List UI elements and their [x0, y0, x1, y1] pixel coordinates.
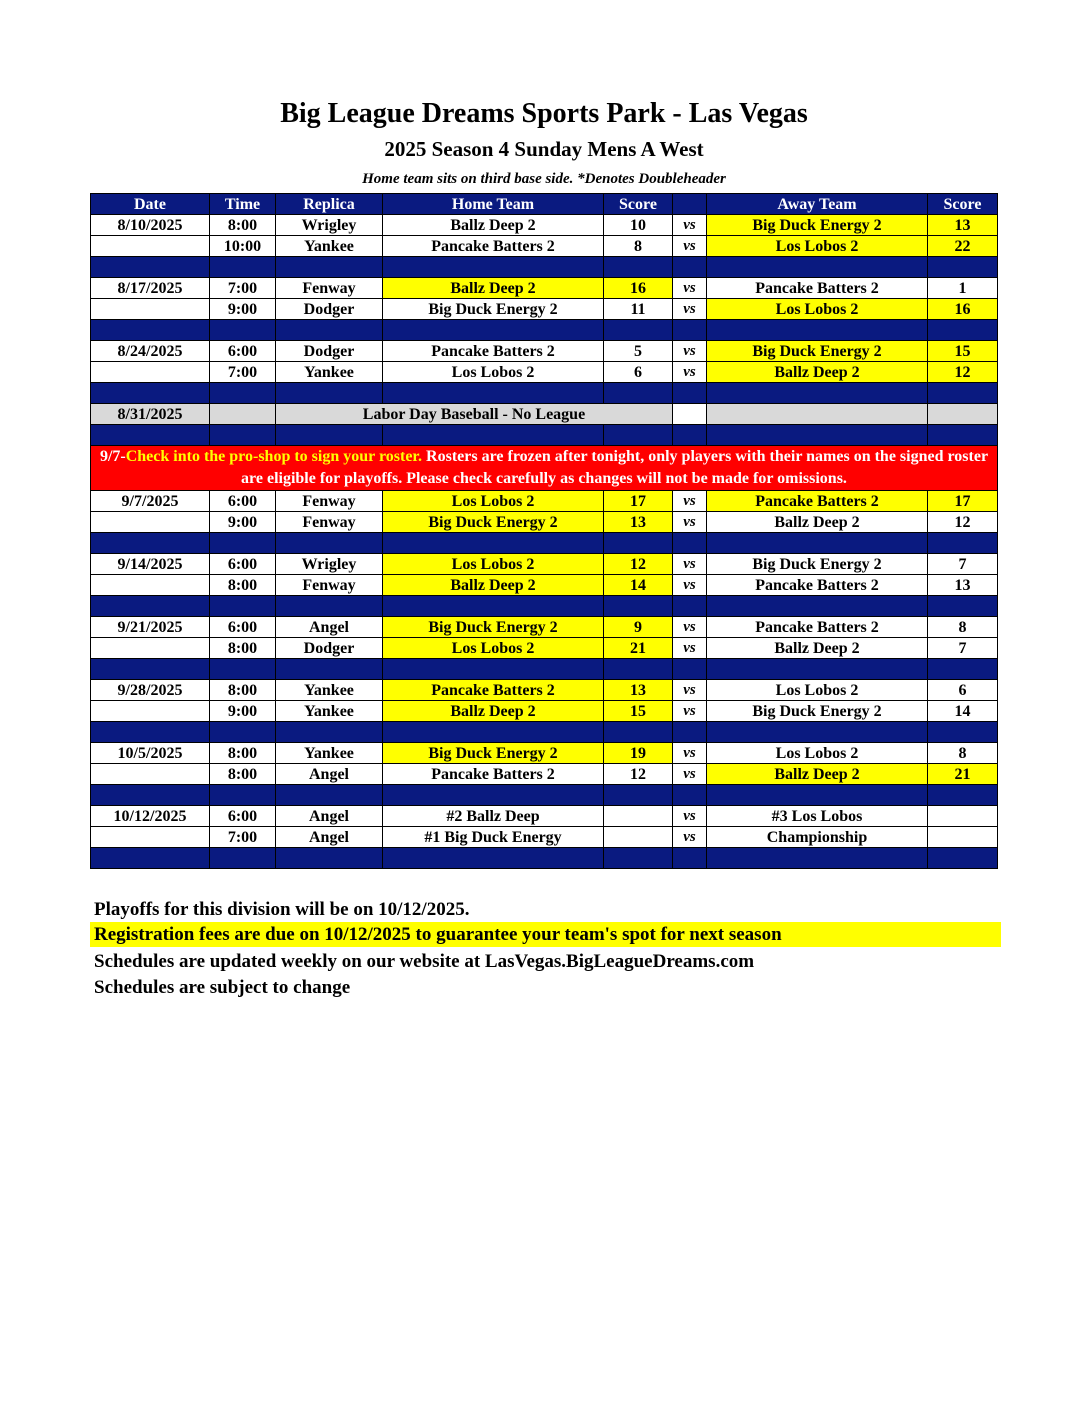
separator-cell: [604, 722, 673, 743]
separator-cell: [276, 596, 383, 617]
separator-cell: [673, 722, 707, 743]
game-replica: Wrigley: [276, 554, 383, 575]
game-time: 8:00: [210, 764, 276, 785]
separator-row: [91, 533, 998, 554]
separator-cell: [707, 722, 928, 743]
vs-label: vs: [673, 215, 707, 236]
separator-cell: [276, 659, 383, 680]
separator-cell: [604, 383, 673, 404]
home-team: Big Duck Energy 2: [383, 299, 604, 320]
home-score: 14: [604, 575, 673, 596]
game-date: [91, 827, 210, 848]
home-score: 5: [604, 341, 673, 362]
labor-day-score: [928, 404, 998, 425]
game-time: 8:00: [210, 215, 276, 236]
game-time: 7:00: [210, 278, 276, 299]
separator-cell: [928, 257, 998, 278]
home-team: Los Lobos 2: [383, 491, 604, 512]
away-team: Los Lobos 2: [707, 236, 928, 257]
separator-cell: [210, 320, 276, 341]
home-score: 17: [604, 491, 673, 512]
labor-day-away: [707, 404, 928, 425]
game-replica: Dodger: [276, 299, 383, 320]
separator-cell: [604, 257, 673, 278]
home-score: 13: [604, 512, 673, 533]
home-score: 8: [604, 236, 673, 257]
away-team: Los Lobos 2: [707, 680, 928, 701]
separator-cell: [707, 320, 928, 341]
away-team: Los Lobos 2: [707, 299, 928, 320]
away-score: 22: [928, 236, 998, 257]
away-team: Los Lobos 2: [707, 743, 928, 764]
game-date: [91, 236, 210, 257]
game-row: [91, 299, 998, 320]
vs-label: vs: [673, 278, 707, 299]
footer-registration: Registration fees are due on 10/12/2025 to guarantee your team's spot for next season: [90, 922, 1001, 947]
separator-cell: [707, 848, 928, 869]
game-row: [91, 512, 998, 533]
home-score: 12: [604, 554, 673, 575]
game-date: [91, 512, 210, 533]
separator-cell: [210, 848, 276, 869]
home-team: Ballz Deep 2: [383, 575, 604, 596]
game-row: [91, 215, 998, 236]
away-score: 7: [928, 554, 998, 575]
separator-cell: [604, 848, 673, 869]
table-header-row: [91, 194, 998, 215]
away-team: #3 Los Lobos: [707, 806, 928, 827]
separator-cell: [91, 785, 210, 806]
separator-cell: [91, 848, 210, 869]
separator-row: [91, 257, 998, 278]
separator-cell: [276, 533, 383, 554]
vs-label: vs: [673, 512, 707, 533]
game-replica: Angel: [276, 827, 383, 848]
game-time: 9:00: [210, 512, 276, 533]
game-date: 10/5/2025: [91, 743, 210, 764]
separator-cell: [383, 533, 604, 554]
game-replica: Angel: [276, 764, 383, 785]
away-score: 15: [928, 341, 998, 362]
game-time: 6:00: [210, 491, 276, 512]
separator-cell: [383, 257, 604, 278]
game-row: [91, 764, 998, 785]
separator-cell: [673, 257, 707, 278]
col-header-replica: Replica: [276, 194, 383, 215]
game-replica: Yankee: [276, 236, 383, 257]
separator-row: [91, 722, 998, 743]
separator-cell: [276, 722, 383, 743]
separator-cell: [928, 533, 998, 554]
roster-notice: [91, 446, 998, 491]
schedule-table: [90, 193, 998, 869]
separator-cell: [928, 848, 998, 869]
separator-cell: [707, 785, 928, 806]
home-team: Big Duck Energy 2: [383, 512, 604, 533]
game-time: 8:00: [210, 680, 276, 701]
game-replica: Yankee: [276, 680, 383, 701]
away-team: Ballz Deep 2: [707, 764, 928, 785]
col-header-vs: [673, 194, 707, 215]
home-score: 13: [604, 680, 673, 701]
separator-cell: [604, 320, 673, 341]
away-score: 16: [928, 299, 998, 320]
home-team: Ballz Deep 2: [383, 701, 604, 722]
game-date: [91, 764, 210, 785]
separator-row: [91, 383, 998, 404]
away-team: Pancake Batters 2: [707, 278, 928, 299]
separator-cell: [707, 425, 928, 446]
footer-subject-to-change: Schedules are subject to change: [94, 977, 351, 998]
game-time: 9:00: [210, 299, 276, 320]
home-team: Pancake Batters 2: [383, 680, 604, 701]
game-date: [91, 299, 210, 320]
separator-cell: [210, 257, 276, 278]
game-row: [91, 638, 998, 659]
separator-cell: [604, 596, 673, 617]
away-score: 8: [928, 617, 998, 638]
away-team: Pancake Batters 2: [707, 617, 928, 638]
separator-cell: [673, 785, 707, 806]
separator-cell: [91, 425, 210, 446]
game-row: [91, 743, 998, 764]
home-team: #2 Ballz Deep: [383, 806, 604, 827]
game-date: 8/17/2025: [91, 278, 210, 299]
vs-label: vs: [673, 236, 707, 257]
away-team: Big Duck Energy 2: [707, 215, 928, 236]
notice-highlight: Check into the pro-shop to sign your roster.: [125, 448, 423, 465]
game-replica: Angel: [276, 806, 383, 827]
game-date: 9/7/2025: [91, 491, 210, 512]
separator-cell: [673, 659, 707, 680]
game-date: 8/24/2025: [91, 341, 210, 362]
game-replica: Fenway: [276, 512, 383, 533]
game-time: 6:00: [210, 554, 276, 575]
separator-cell: [210, 659, 276, 680]
separator-cell: [383, 722, 604, 743]
separator-cell: [928, 320, 998, 341]
game-time: 8:00: [210, 575, 276, 596]
separator-cell: [276, 257, 383, 278]
separator-row: [91, 320, 998, 341]
game-row: [91, 362, 998, 383]
game-time: 9:00: [210, 701, 276, 722]
home-score: [604, 806, 673, 827]
separator-cell: [210, 425, 276, 446]
page-title: Big League Dreams Sports Park - Las Vegas: [280, 98, 808, 129]
notice-text: Rosters are frozen after tonight, only players with their names on the signed roster are eligible for playoffs. Please check carefully as changes will not be made for omissions.: [241, 448, 989, 487]
game-row: [91, 575, 998, 596]
game-time: 8:00: [210, 638, 276, 659]
away-score: [928, 827, 998, 848]
game-row: [91, 491, 998, 512]
separator-cell: [928, 383, 998, 404]
away-team: Ballz Deep 2: [707, 362, 928, 383]
game-row: [91, 341, 998, 362]
vs-label: vs: [673, 638, 707, 659]
separator-cell: [383, 383, 604, 404]
vs-label: vs: [673, 362, 707, 383]
home-team: Los Lobos 2: [383, 638, 604, 659]
vs-label: vs: [673, 299, 707, 320]
game-date: [91, 701, 210, 722]
away-score: 12: [928, 362, 998, 383]
away-team: Big Duck Energy 2: [707, 341, 928, 362]
away-score: 7: [928, 638, 998, 659]
away-team: Pancake Batters 2: [707, 575, 928, 596]
separator-cell: [383, 785, 604, 806]
separator-cell: [928, 425, 998, 446]
separator-cell: [91, 257, 210, 278]
home-score: 15: [604, 701, 673, 722]
vs-label: vs: [673, 575, 707, 596]
vs-label: vs: [673, 827, 707, 848]
separator-cell: [91, 659, 210, 680]
separator-cell: [673, 425, 707, 446]
separator-cell: [210, 383, 276, 404]
home-score: 12: [604, 764, 673, 785]
separator-cell: [928, 659, 998, 680]
game-replica: Fenway: [276, 491, 383, 512]
game-replica: Wrigley: [276, 215, 383, 236]
separator-cell: [707, 533, 928, 554]
game-date: 10/12/2025: [91, 806, 210, 827]
col-header-date: Date: [91, 194, 210, 215]
game-row: [91, 701, 998, 722]
vs-label: vs: [673, 617, 707, 638]
away-team: Ballz Deep 2: [707, 512, 928, 533]
game-replica: Angel: [276, 617, 383, 638]
game-time: 6:00: [210, 806, 276, 827]
notice-prefix: 9/7-: [99, 448, 126, 465]
labor-day-time: [210, 404, 276, 425]
separator-row: [91, 659, 998, 680]
footer-website: Schedules are updated weekly on our website at LasVegas.BigLeagueDreams.com: [94, 951, 755, 972]
home-score: 11: [604, 299, 673, 320]
away-score: 17: [928, 491, 998, 512]
game-date: 9/21/2025: [91, 617, 210, 638]
separator-cell: [928, 722, 998, 743]
home-team: Pancake Batters 2: [383, 341, 604, 362]
separator-cell: [604, 533, 673, 554]
separator-cell: [673, 848, 707, 869]
game-time: 6:00: [210, 617, 276, 638]
home-team: Ballz Deep 2: [383, 215, 604, 236]
away-score: 8: [928, 743, 998, 764]
away-team: Pancake Batters 2: [707, 491, 928, 512]
col-header-away-team: Away Team: [707, 194, 928, 215]
separator-cell: [91, 320, 210, 341]
game-replica: Fenway: [276, 575, 383, 596]
game-date: 9/14/2025: [91, 554, 210, 575]
separator-cell: [604, 785, 673, 806]
home-score: 10: [604, 215, 673, 236]
page-subtitle: 2025 Season 4 Sunday Mens A West: [384, 137, 704, 161]
schedule-body: [91, 215, 998, 869]
away-score: 1: [928, 278, 998, 299]
separator-cell: [673, 596, 707, 617]
labor-day-text: Labor Day Baseball - No League: [276, 404, 673, 425]
game-row: [91, 827, 998, 848]
vs-label: vs: [673, 806, 707, 827]
away-score: 14: [928, 701, 998, 722]
game-row: [91, 278, 998, 299]
game-replica: Yankee: [276, 743, 383, 764]
home-score: [604, 827, 673, 848]
separator-cell: [91, 383, 210, 404]
separator-cell: [383, 596, 604, 617]
home-team: Pancake Batters 2: [383, 764, 604, 785]
home-score: 19: [604, 743, 673, 764]
away-score: 12: [928, 512, 998, 533]
separator-cell: [707, 257, 928, 278]
vs-label: vs: [673, 701, 707, 722]
separator-cell: [210, 722, 276, 743]
away-team: Big Duck Energy 2: [707, 701, 928, 722]
vs-label: vs: [673, 764, 707, 785]
separator-cell: [276, 425, 383, 446]
separator-row: [91, 425, 998, 446]
separator-row: [91, 596, 998, 617]
away-score: 13: [928, 575, 998, 596]
game-row: [91, 806, 998, 827]
separator-cell: [673, 383, 707, 404]
home-team: Los Lobos 2: [383, 362, 604, 383]
separator-cell: [707, 383, 928, 404]
home-team: Pancake Batters 2: [383, 236, 604, 257]
game-time: 7:00: [210, 362, 276, 383]
vs-label: vs: [673, 491, 707, 512]
home-team: Los Lobos 2: [383, 554, 604, 575]
separator-cell: [276, 383, 383, 404]
separator-row: [91, 785, 998, 806]
game-replica: Dodger: [276, 341, 383, 362]
labor-day-vs: [673, 404, 707, 425]
separator-cell: [91, 596, 210, 617]
labor-day-date: 8/31/2025: [91, 404, 210, 425]
game-date: [91, 575, 210, 596]
separator-cell: [276, 320, 383, 341]
footer-playoffs: Playoffs for this division will be on 10/12/2025.: [94, 899, 470, 920]
game-time: 10:00: [210, 236, 276, 257]
separator-cell: [604, 659, 673, 680]
separator-cell: [604, 425, 673, 446]
game-time: 6:00: [210, 341, 276, 362]
separator-cell: [707, 596, 928, 617]
game-time: 8:00: [210, 743, 276, 764]
away-score: 13: [928, 215, 998, 236]
game-time: 7:00: [210, 827, 276, 848]
away-team: Big Duck Energy 2: [707, 554, 928, 575]
away-team: Championship: [707, 827, 928, 848]
col-header-time: Time: [210, 194, 276, 215]
home-team: Big Duck Energy 2: [383, 617, 604, 638]
game-row: [91, 554, 998, 575]
game-date: [91, 362, 210, 383]
home-score: 9: [604, 617, 673, 638]
separator-cell: [673, 320, 707, 341]
vs-label: vs: [673, 743, 707, 764]
separator-cell: [673, 533, 707, 554]
separator-cell: [91, 722, 210, 743]
separator-cell: [383, 848, 604, 869]
game-row: [91, 680, 998, 701]
home-score: 16: [604, 278, 673, 299]
home-score: 6: [604, 362, 673, 383]
col-header-home-score: Score: [604, 194, 673, 215]
home-team: Big Duck Energy 2: [383, 743, 604, 764]
vs-label: vs: [673, 341, 707, 362]
away-team: Ballz Deep 2: [707, 638, 928, 659]
vs-label: vs: [673, 554, 707, 575]
game-replica: Fenway: [276, 278, 383, 299]
game-replica: Dodger: [276, 638, 383, 659]
separator-cell: [210, 533, 276, 554]
col-header-home-team: Home Team: [383, 194, 604, 215]
game-date: 9/28/2025: [91, 680, 210, 701]
labor-day-row: [91, 404, 998, 425]
separator-cell: [383, 320, 604, 341]
home-score: 21: [604, 638, 673, 659]
separator-cell: [383, 659, 604, 680]
home-team: Ballz Deep 2: [383, 278, 604, 299]
away-score: 21: [928, 764, 998, 785]
game-row: [91, 617, 998, 638]
game-date: 8/10/2025: [91, 215, 210, 236]
game-replica: Yankee: [276, 701, 383, 722]
separator-cell: [276, 785, 383, 806]
away-score: [928, 806, 998, 827]
separator-cell: [210, 785, 276, 806]
separator-cell: [210, 596, 276, 617]
separator-cell: [276, 848, 383, 869]
away-score: 6: [928, 680, 998, 701]
col-header-away-score: Score: [928, 194, 998, 215]
separator-cell: [928, 596, 998, 617]
separator-cell: [383, 425, 604, 446]
game-replica: Yankee: [276, 362, 383, 383]
game-date: [91, 638, 210, 659]
header-note: Home team sits on third base side. *Denotes Doubleheader: [362, 171, 726, 187]
roster-notice-row: [91, 446, 998, 491]
separator-cell: [928, 785, 998, 806]
vs-label: vs: [673, 680, 707, 701]
game-row: [91, 236, 998, 257]
separator-cell: [91, 533, 210, 554]
home-team: #1 Big Duck Energy: [383, 827, 604, 848]
separator-cell: [707, 659, 928, 680]
separator-row: [91, 848, 998, 869]
